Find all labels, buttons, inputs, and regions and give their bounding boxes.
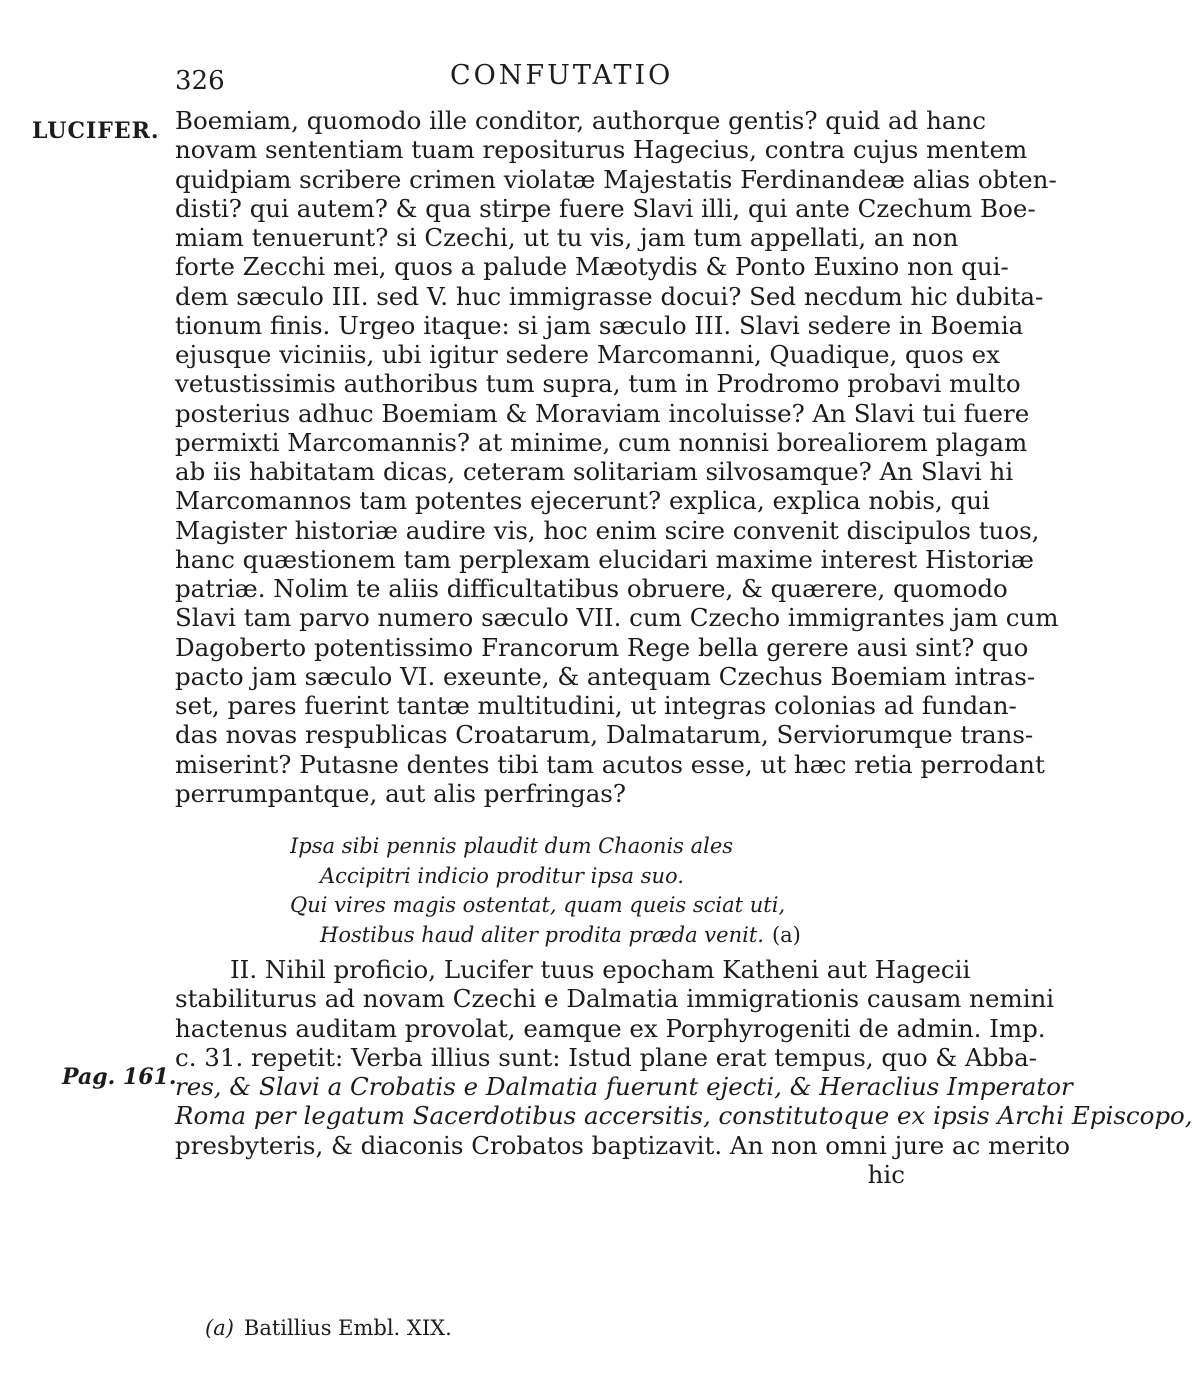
text-line: presbyteris, & diaconis Crobatos baptizavit. An non omni jure ac merito	[175, 1130, 1071, 1160]
margin-note-page-ref: Pag. 161.	[62, 1064, 177, 1090]
text-line: hactenus auditam provolat, eamque ex Porphyrogeniti de admin. Imp.	[175, 1013, 1046, 1043]
text-line: patriæ. Nolim te aliis difficultatibus obruere, & quærere, quomodo	[175, 574, 1008, 603]
text-line: pacto jam sæculo VI. exeunte, & antequam Czechus Boemiam intras-	[175, 661, 1036, 691]
verse-line-text: Hostibus haud aliter prodita præda venit.	[320, 922, 764, 947]
text-line: quidpiam scribere crimen violatæ Majestatis Ferdinandeæ alias obten-	[175, 164, 1057, 194]
running-title: CONFUTATIO	[450, 60, 674, 91]
text-line: disti? qui autem? & qua stirpe fuere Slavi illi, qui ante Czechum Boe-	[175, 193, 1036, 223]
footnote-reference: (a)	[771, 922, 801, 947]
catchword: hic	[867, 1159, 905, 1189]
paragraph-1	[175, 106, 1059, 808]
footnote	[205, 1316, 452, 1340]
text-line: das novas respublicas Croatarum, Dalmatarum, Serviorumque trans-	[175, 720, 1034, 750]
paragraph-2	[175, 955, 1193, 1189]
text-line: miserint? Putasne dentes tibi tam acutos esse, ut hæc retia perrodant	[175, 749, 1045, 779]
margin-note-lucifer: LUCIFER.	[32, 118, 160, 144]
text-line: c. 31. repetit: Verba illius sunt: Istud plane erat tempus, quo & Abba-	[175, 1042, 1037, 1072]
text-line: tionum finis. Urgeo itaque: si jam sæculo III. Slavi sedere in Boemia	[175, 310, 1024, 340]
text-line: posterius adhuc Boemiam & Moraviam incoluisse? An Slavi tui fuere	[175, 398, 1030, 428]
text-line: Roma per legatum Sacerdotibus accersitis, constitutoque ex ipsis Archi Episcopo,	[175, 1101, 1193, 1131]
text-line: permixti Marcomannis? at minime, cum nonnisi borealiorem plagam	[175, 427, 1028, 457]
text-line: res, & Slavi a Crobatis e Dalmatia fuerunt ejecti, & Heraclius Imperator	[175, 1072, 1073, 1101]
text-line: ejusque viciniis, ubi igitur sedere Marcomanni, Quadique, quos ex	[175, 340, 1000, 369]
verse-line: Accipitri indicio proditur ipsa suo.	[320, 863, 684, 888]
verse-line: Qui vires magis ostentat, quam queis sciat uti,	[290, 893, 786, 917]
text-line: Slavi tam parvo numero sæculo VII. cum Czecho immigrantes jam cum	[175, 603, 1059, 633]
text-line: II. Nihil proficio, Lucifer tuus epocham Katheni aut Hagecii	[230, 955, 971, 984]
page-number: 326	[175, 66, 225, 96]
text-line: stabiliturus ad novam Czechi e Dalmatia immigrationis causam nemini	[175, 984, 1055, 1014]
text-line: vetustissimis authoribus tum supra, tum in Prodromo probavi multo	[175, 369, 1021, 399]
text-line: Magister historiæ audire vis, hoc enim scire convenit discipulos tuos,	[175, 515, 1040, 545]
text-line: miam tenuerunt? si Czechi, ut tu vis, jam tum appellati, an non	[175, 223, 959, 252]
text-line: Marcomannos tam potentes ejecerunt? explica, explica nobis, qui	[175, 486, 990, 516]
text-line: Boemiam, quomodo ille conditor, authorque gentis? quid ad hanc	[175, 106, 987, 135]
verse-line-last	[290, 921, 801, 951]
verse-quotation	[290, 832, 801, 950]
footnote-text: Batillius Embl. XIX.	[243, 1316, 452, 1340]
text-line: dem sæculo III. sed V. huc immigrasse docui? Sed necdum hic dubita-	[175, 281, 1044, 311]
text-line: ab iis habitatam dicas, ceteram solitariam silvosamque? An Slavi hi	[175, 457, 1014, 486]
text-line: novam sententiam tuam repositurus Hagecius, contra cujus mentem	[175, 135, 1028, 165]
text-line: perrumpantque, aut alis perfringas?	[175, 778, 627, 808]
text-line: set, pares fuerint tantæ multitudini, ut integras colonias ad fundan-	[175, 691, 1017, 720]
verse-line: Ipsa sibi pennis plaudit dum Chaonis ales	[290, 834, 734, 858]
text-line: forte Zecchi mei, quos a palude Mæotydis & Ponto Euxino non qui-	[175, 252, 1009, 282]
text-line: hanc quæstionem tam perplexam elucidari maxime interest Historiæ	[175, 544, 1034, 574]
text-line: Dagoberto potentissimo Francorum Rege bella gerere ausi sint? quo	[175, 632, 1029, 662]
footnote-mark: (a)	[205, 1316, 234, 1340]
